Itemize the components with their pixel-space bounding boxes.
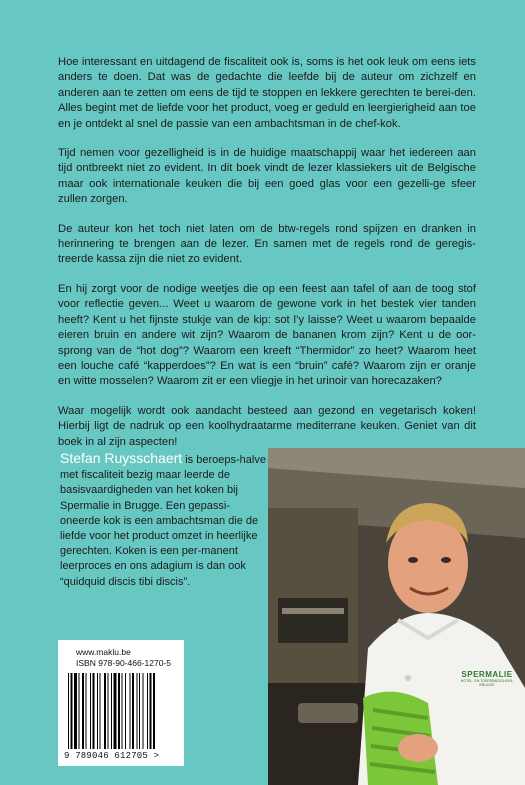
barcode-bar <box>97 673 98 749</box>
author-bio-text: is beroeps-halve met fiscaliteit bezig maar leerde de basisvaardigheden van het koken bij Spermalie in Brugge. Een gepassi-oneerde kok is een ambachtsman die de liefde voor het product omzet in heerlijke gerechten. Koken is een per-manent leerproces en ons adagium is dan ook “quidquid discis tibi discis”. <box>60 454 266 588</box>
barcode-bar <box>108 673 109 749</box>
logo-subtext: HOTEL- EN TOERISMESCHOOL BRUGGE <box>460 679 514 687</box>
publisher-url: www.maklu.be <box>76 647 131 657</box>
barcode-bar <box>153 673 155 749</box>
barcode-bar <box>122 673 123 749</box>
barcode-bar <box>132 673 134 749</box>
barcode-bar <box>130 673 131 749</box>
barcode-bar <box>93 673 95 749</box>
barcode-digits: 9 789046 612705 > <box>64 751 160 761</box>
barcode-bar <box>143 673 144 749</box>
barcode-bar <box>86 673 87 749</box>
paragraph: Tijd nemen voor gezelligheid is in de huidige maatschappij waar het iedereen aan tijd ontbreekt niet zo evident. In dit boek vindt de lezer klassiekers uit de Belgische maar ook internationale keuken die bij een goed glas voor een gezelli-ge sfeer zullen zorgen. <box>58 147 476 206</box>
barcode-bar <box>79 673 80 749</box>
back-cover-text <box>58 55 476 464</box>
barcode-bar <box>111 673 112 749</box>
barcode-bar <box>118 673 120 749</box>
barcode-bar <box>71 673 73 749</box>
paragraph: En hij zorgt voor de nodige weetjes die op een feest aan tafel of aan de toog stof voor reflectie geven... Weet u waarom de gewone vork in het bestek vier tanden heeft? Kent u het fijnste stukje van de kip: sot l’y laisse? Weet u waarom bepaalde eieren bruin en andere wit zijn? Waarom de bananen krom zijn? Kent u de oor-sprong van de “hot dog”? Waarom een kreeft “Thermidor” zo heet? Waarom heet een louche café “kapperdoes”? En wat is een “bruin” café? Waarom zijn er oranje en witte mosselen? Waarom zit er een vliegje in het urinoir van horecazaken? <box>58 282 476 388</box>
barcode-bar <box>139 673 140 749</box>
paragraph: Waar mogelijk wordt ook aandacht besteed aan gezond en vegetarisch koken! Hierbij ligt de nadruk op een koolhydraatarme mediterrane keuken. Geniet van dit boek in al zijn aspecten! <box>58 404 476 448</box>
barcode-bar <box>150 673 152 749</box>
chef-illustration <box>268 448 525 785</box>
barcode-bar <box>137 673 138 749</box>
barcode <box>64 673 180 751</box>
barcode-box <box>58 640 184 766</box>
paragraph: Hoe interessant en uitdagend de fiscaliteit ook is, soms is het ook leuk om eens iets anders te doen. Dat was de gedachte die leefde bij de auteur om zichzelf en anderen aan te zetten om eens de tijd te stoppen en lekkere gerechten te berei-den. Alles begint met de liefde voor het product, voeg er geduld en leergierigheid aan toe en je ontdekt al snel de passie van een ambachtsman in de chef-kok. <box>58 56 476 130</box>
barcode-bar <box>125 673 126 749</box>
spermalie-logo <box>456 670 518 687</box>
barcode-bar <box>68 673 69 749</box>
barcode-bar <box>147 673 148 749</box>
isbn-text: ISBN 978-90-466-1270-5 <box>76 658 171 668</box>
barcode-bar <box>114 673 117 749</box>
logo-text: SPERMALIE <box>461 670 513 679</box>
barcode-bar <box>104 673 106 749</box>
barcode-bar <box>82 673 84 749</box>
paragraph: De auteur kon het toch niet laten om de btw-regels rond spijzen en dranken in herinnering te brengen aan de lezer. En samen met de regels rond de geregis-treerde kassa zijn die niet zo evident. <box>58 222 476 266</box>
barcode-bar <box>74 673 77 749</box>
author-bio <box>60 451 268 590</box>
barcode-bar <box>100 673 101 749</box>
author-photo <box>268 448 525 785</box>
barcode-bar <box>90 673 91 749</box>
author-name: Stefan Ruysschaert <box>60 450 183 466</box>
